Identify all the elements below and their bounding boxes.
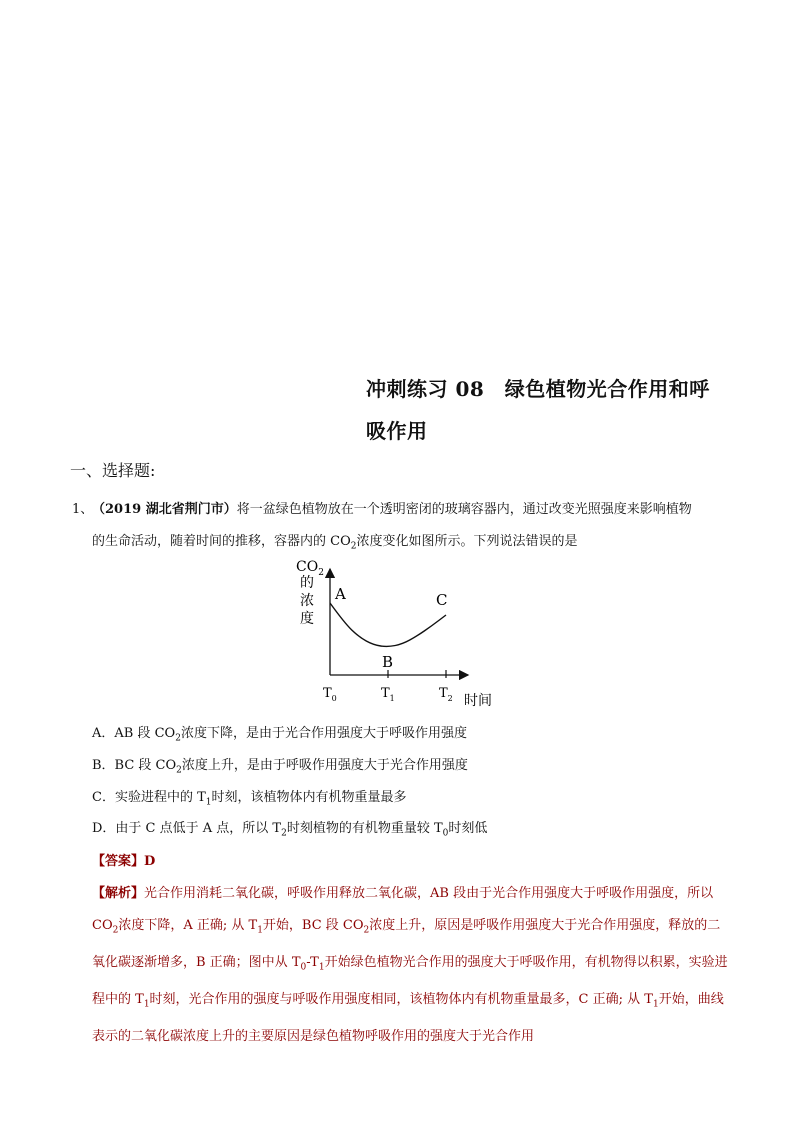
question-text-c: 浓度变化如图所示。下列说法错误的是 [356, 534, 578, 549]
question-sub: 2 [350, 541, 357, 552]
option-d: D．由于 C 点低于 A 点，所以 $T_2$时刻植物的有机物重量较 $T_0$时刻低 [92, 821, 488, 839]
explanation: 【解析】光合作用消耗二氧化碳，呼吸作用释放二氧化碳，AB 段由于光合作用强度大于呼吸作用强度，所以 $CO_2$浓度下降，A 正确; 从 $T_1$开始，BC 段 $CO_2$浓度上升，原因是呼吸作用强度大于光合作用强度，释放的二氧化碳逐渐增多，B 正确；图中从 $T_0-T_1$开始绿色植物光合作用的强度大于呼吸作用，有机物得以积累，实验进程中的 $T_1$时刻，光合作用的强度与呼吸作用强度相同，该植物体内有机物重量最多，C 正确; 从 $T_1$开始，曲线表示的二氧化碳浓度上升的主要原因是绿色植物呼吸作用的强度大于光合作用 [92, 886, 728, 1044]
question-text-a: 将一盆绿色植物放在一个透明密闭的玻璃容器内，通过改变光照强度来影响植物 [236, 502, 692, 517]
option-c: C．实验进程中的 $T_1$时刻，该植物体内有机物重量最多 [92, 790, 407, 808]
co2-curve [330, 603, 446, 646]
y-label-char-3: 度 [300, 611, 314, 627]
question-text-b: 的生命活动，随着时间的推移，容器内的 CO [92, 534, 351, 549]
question-1 [72, 494, 732, 563]
point-label-b: B [382, 653, 394, 671]
page-title [366, 368, 736, 452]
x-axis-label: 时间 [464, 693, 492, 709]
answer [92, 850, 155, 869]
option-a: A．AB 段 $CO_2$浓度下降，是由于光合作用强度大于呼吸作用强度 [92, 726, 467, 744]
y-label-char-1: 的 [300, 575, 314, 591]
y-label-char-2: 浓 [300, 593, 314, 609]
answer-value: D [144, 854, 156, 869]
y-label-co2: $CO_2$ [296, 559, 324, 578]
x-tick-label-0: $T_0$ [323, 686, 337, 703]
point-label-c: C [436, 591, 448, 609]
title-line-1: 冲刺练习 08 绿色植物光合作用和呼 [366, 377, 710, 401]
question-number: 1、 [72, 502, 94, 517]
x-tick-label-2: $T_2$ [439, 686, 453, 703]
title-line-2: 吸作用 [366, 419, 428, 443]
x-tick-label-1: $T_1$ [381, 686, 395, 703]
section-heading: 一、选择题: [70, 461, 156, 480]
point-label-a: A [335, 585, 346, 603]
answer-label: 【答案】 [92, 854, 145, 869]
question-source: （2019 湖北省荆门市） [92, 502, 237, 517]
option-b: B．BC 段 $CO_2$浓度上升，是由于呼吸作用强度大于光合作用强度 [92, 758, 468, 776]
explanation-label: 【解析】 [92, 886, 145, 901]
co2-chart [290, 555, 510, 715]
